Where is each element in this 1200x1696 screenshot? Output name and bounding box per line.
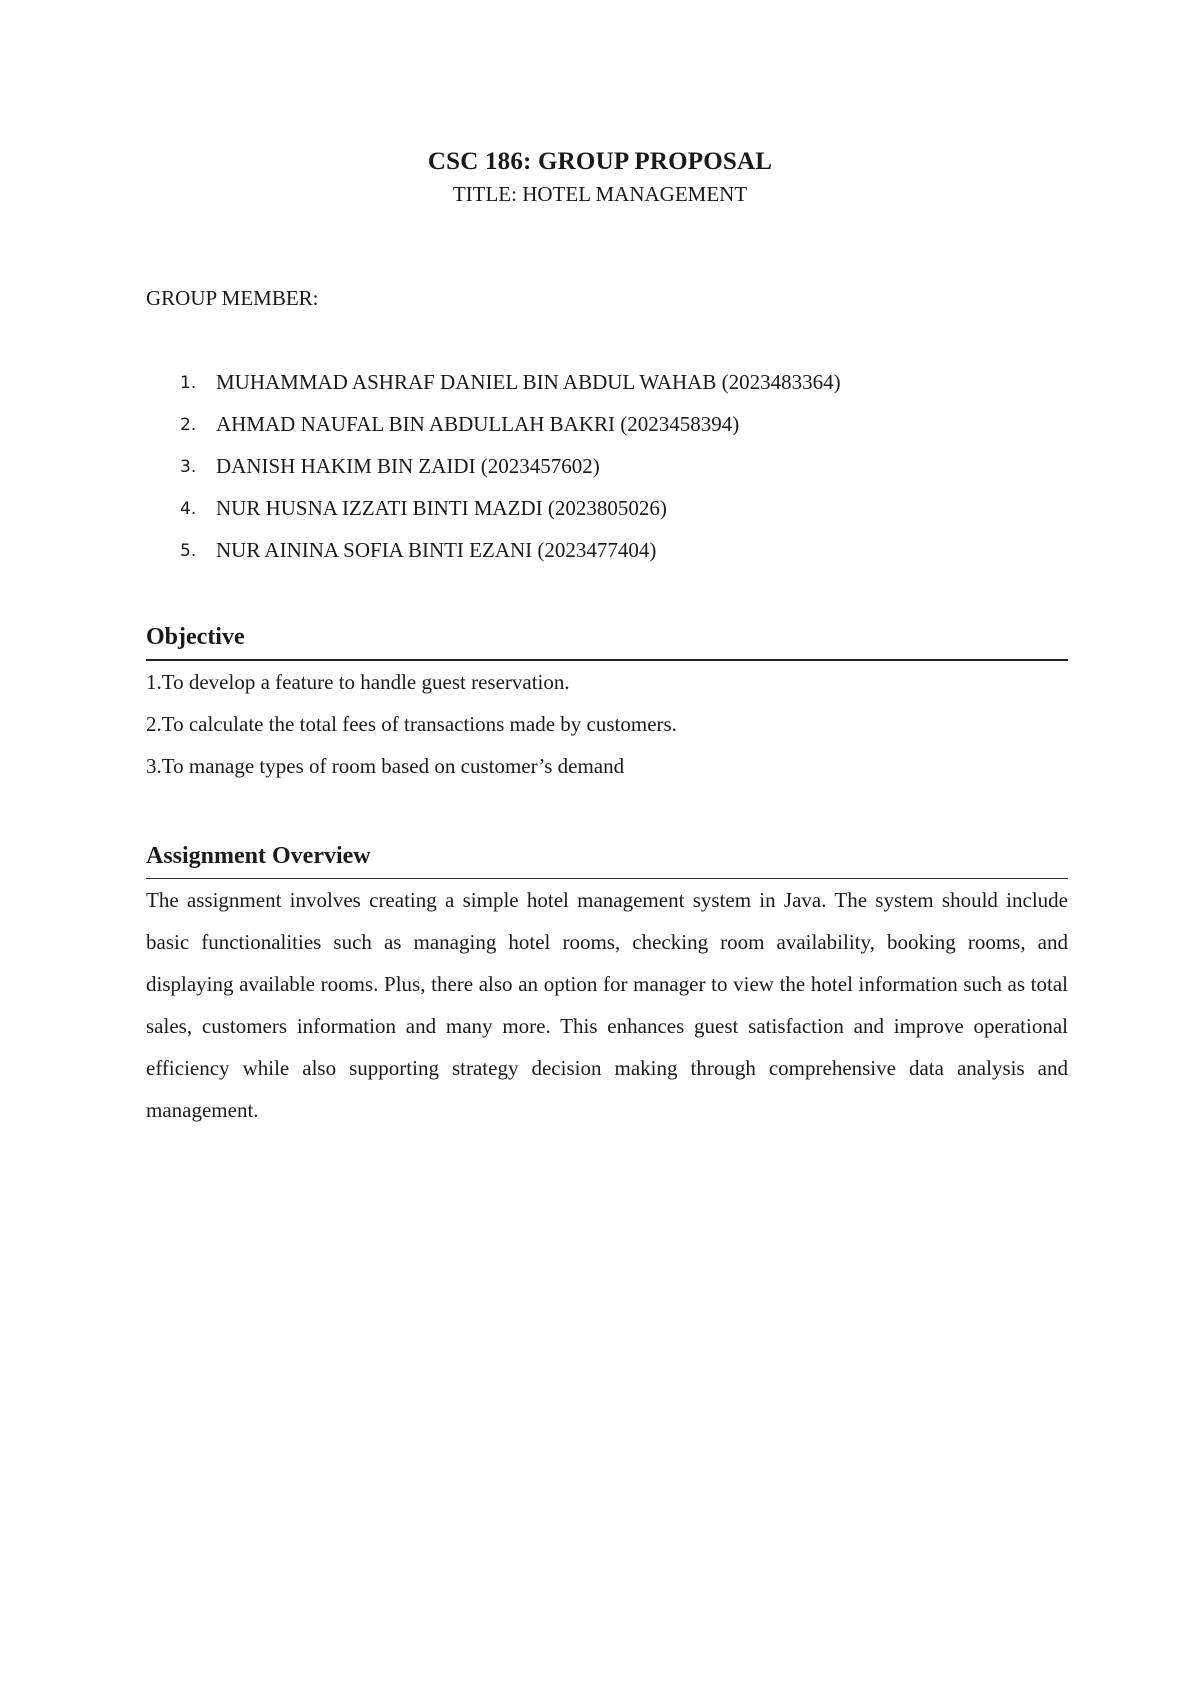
objective-heading: Objective <box>146 624 245 650</box>
objective-item: 2.To calculate the total fees of transactions made by customers. <box>146 712 677 736</box>
list-item <box>180 454 841 496</box>
group-member-label: GROUP MEMBER: <box>146 286 319 310</box>
list-item <box>180 538 841 580</box>
member-name: NUR AININA SOFIA BINTI EZANI (2023477404) <box>216 538 657 562</box>
group-member-list <box>180 370 841 580</box>
list-number: 1. <box>180 373 197 393</box>
member-name: AHMAD NAUFAL BIN ABDULLAH BAKRI (2023458394) <box>216 412 740 436</box>
objective-item: 1.To develop a feature to handle guest reservation. <box>146 670 570 694</box>
document-header <box>0 148 1200 207</box>
overview-heading: Assignment Overview <box>146 843 371 869</box>
list-number: 2. <box>180 415 197 435</box>
objective-item: 3.To manage types of room based on customer’s demand <box>146 754 625 778</box>
list-number: 5. <box>180 541 197 561</box>
list-number: 4. <box>180 499 197 519</box>
document-title: CSC 186: GROUP PROPOSAL <box>427 148 773 175</box>
member-name: MUHAMMAD ASHRAF DANIEL BIN ABDUL WAHAB (2023483364) <box>216 370 841 394</box>
member-name: NUR HUSNA IZZATI BINTI MAZDI (2023805026) <box>216 496 667 520</box>
overview-section <box>146 843 1068 1131</box>
list-item <box>180 370 841 412</box>
objective-section <box>146 624 1068 787</box>
list-item <box>180 496 841 538</box>
objective-list <box>146 661 1068 787</box>
list-number: 3. <box>180 457 197 477</box>
list-item <box>180 412 841 454</box>
document-subtitle: TITLE: HOTEL MANAGEMENT <box>452 182 748 206</box>
overview-paragraph: The assignment involves creating a simple hotel management system in Java. The system should include basic functionalities such as managing hotel rooms, checking room availability, booking rooms, and displaying available rooms. Plus, there also an option for manager to view the hotel information such as total sales, customers information and many more. This enhances guest satisfaction and improve operational efficiency while also supporting strategy decision making through comprehensive data analysis and management. <box>146 888 1068 1122</box>
member-name: DANISH HAKIM BIN ZAIDI (2023457602) <box>216 454 600 478</box>
